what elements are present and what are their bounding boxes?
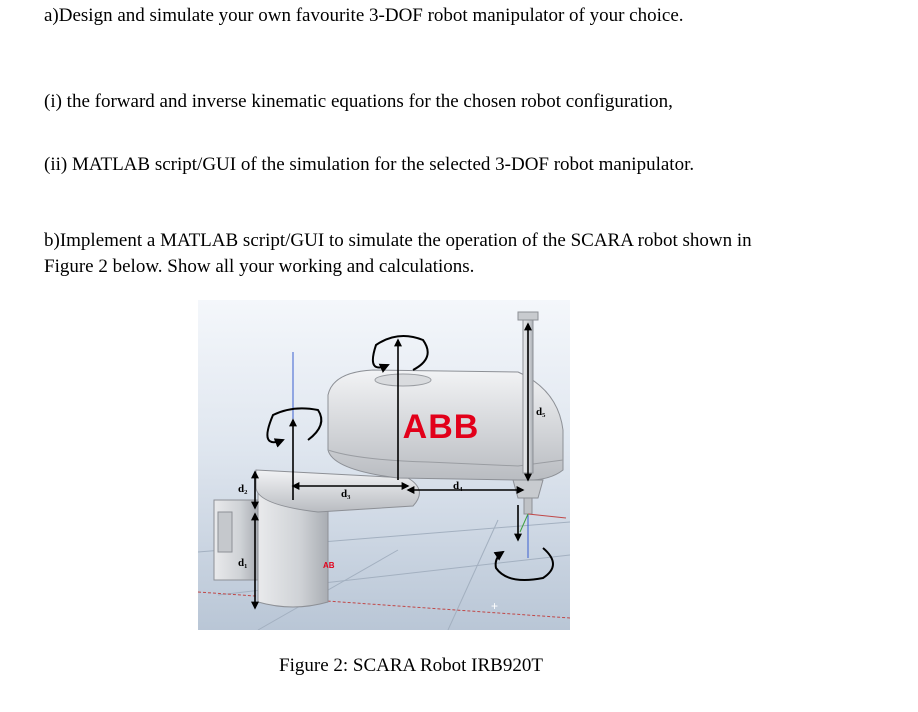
label-d5: d₅ [536, 406, 546, 418]
scara-robot-figure [198, 300, 570, 630]
abb-logo: ABB [402, 408, 480, 446]
question-part-b-line1: b)Implement a MATLAB script/GUI to simulate the operation of the SCARA robot shown in [44, 230, 752, 251]
label-d3: d₃ [341, 488, 351, 500]
figure-caption: Figure 2: SCARA Robot IRB920T [279, 655, 543, 676]
scara-robot-image [198, 300, 570, 630]
question-part-a-i: (i) the forward and inverse kinematic equations for the chosen robot configuration, [44, 91, 673, 112]
question-part-a-ii: (ii) MATLAB script/GUI of the simulation for the selected 3-DOF robot manipulator. [44, 154, 695, 175]
question-part-a: a)Design and simulate your own favourite 3-DOF robot manipulator of your choice. [44, 5, 684, 26]
label-d2: d₂ [238, 483, 248, 495]
svg-text:AB: AB [323, 561, 335, 570]
svg-text:+: + [491, 599, 499, 613]
label-d4: d₄ [453, 480, 463, 492]
question-part-b-line2: Figure 2 below. Show all your working and calculations. [44, 256, 475, 277]
label-d1: d₁ [238, 557, 248, 569]
